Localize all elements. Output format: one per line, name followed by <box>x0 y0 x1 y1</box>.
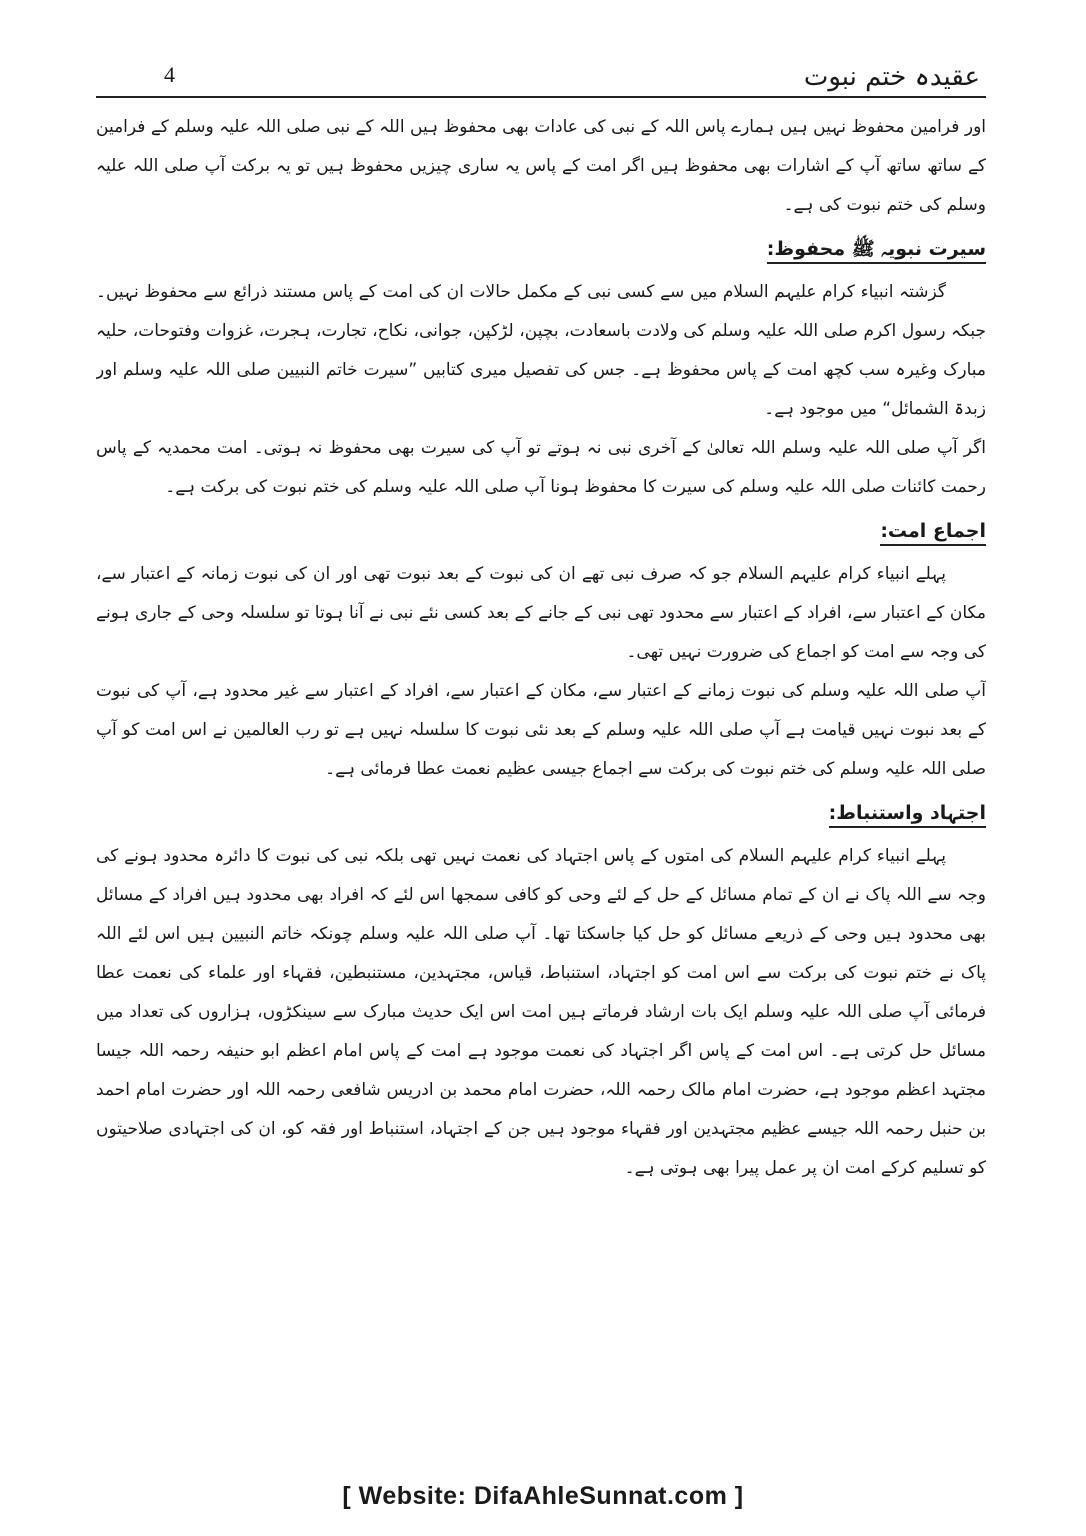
paragraph-ijma-1: پہلے انبیاء کرام علیہم السلام جو کہ صرف نبی تھے ان کی نبوت کے بعد نبوت تھی اور ان کی نبوت زمانہ کے اعتبار سے، مکان کے اعتبار سے، افراد کے اعتبار سے محدود تھی نبی کے جانے کے بعد کسی نئے نبی نے آنا ہوتا تو سلسلہ وحی کے جاری ہونے کی وجہ سے امت کو اجماع کی ضرورت نہیں تھی۔ <box>96 564 986 662</box>
page-body <box>96 108 986 1438</box>
section-heading-ijtihad <box>96 793 986 833</box>
paragraph-ijma-2: آپ صلی اللہ علیہ وسلم کی نبوت زمانے کے اعتبار سے، مکان کے اعتبار سے، افراد کے اعتبار سے غیر محدود ہے، آپ کی نبوت کے بعد نبوت نہیں قیامت ہے آپ صلی اللہ علیہ وسلم کے بعد نئی نبوت کا سلسلہ نہیں ہے تو رب العالمین نے اس امت کو آپ صلی اللہ علیہ وسلم کی ختم نبوت کی برکت سے اجماع جیسی عظیم نعمت عطا فرمائی ہے۔ <box>96 681 986 779</box>
website-footer <box>0 1482 1086 1511</box>
section-heading-ijtihad-text: اجتہاد واستنباط: <box>829 802 986 828</box>
section-heading-seerah-text: سیرت نبویہ ﷺ محفوظ: <box>767 238 986 264</box>
header-divider <box>96 96 986 98</box>
paragraph-ijtihad-1: پہلے انبیاء کرام علیہم السلام کی امتوں کے پاس اجتہاد کی نعمت نہیں تھی بلکہ نبی کی نبوت کا دائرہ محدود ہونے کی وجہ سے اللہ پاک نے ان کے تمام مسائل کے حل کے لئے وحی کو کافی سمجھا اس لئے کہ افراد بھی محدود ہیں افراد کے مسائل بھی محدود ہیں وحی کے ذریعے مسائل کو حل کیا جاسکتا تھا۔ آپ صلی اللہ علیہ وسلم چونکہ خاتم النبیین ہیں اس لئے اللہ پاک نے ختم نبوت کی برکت سے اس امت کو اجتہاد، استنباط، قیاس، مجتہدین، مستنبطین، فقہاء اور علماء کی نعمت عطا فرمائی آپ صلی اللہ علیہ وسلم ایک بات ارشاد فرماتے ہیں امت اس ایک حدیث مبارک سے سینکڑوں، ہزاروں کی تعداد میں مسائل حل کرتی ہے۔ اس امت کے پاس اگر اجتہاد کی نعمت موجود ہے امت کے پاس امام اعظم ابو حنیفہ رحمہ اللہ جیسا مجتہد اعظم موجود ہے، حضرت امام مالک رحمہ اللہ، حضرت امام محمد بن ادریس شافعی رحمہ اللہ اور حضرت امام احمد بن حنبل رحمہ اللہ جیسے عظیم مجتہدین اور فقہاء موجود ہیں جن کے اجتہاد، استنباط اور فقہ کو، ان کی اجتہادی صلاحیتوں کو تسلیم کرکے امت ان پر عمل پیرا بھی ہوتی ہے۔ <box>96 846 986 1178</box>
section-heading-ijma-text: اجماع امت: <box>880 520 986 546</box>
paragraph-seerah-1: گزشتہ انبیاء کرام علیہم السلام میں سے کسی نبی کے مکمل حالات ان کی امت کے پاس مستند ذرائع سے محفوظ نہیں۔ جبکہ رسول اکرم صلی اللہ علیہ وسلم کی ولادت باسعادت، بچپن، لڑکپن، جوانی، نکاح، تجارت، ہجرت، غزوات وفتوحات، حلیہ مبارک وغیرہ سب کچھ امت کے پاس محفوظ ہے۔ جس کی تفصیل میری کتابیں ”سیرت خاتم النبیین صلی اللہ علیہ وسلم اور زبدۃ الشمائل“ میں موجود ہے۔ <box>96 282 986 419</box>
website-footer-text: [ Website: DifaAhleSunnat.com ] <box>342 1482 744 1510</box>
page-header <box>96 60 986 96</box>
paragraph-seerah-2: اگر آپ صلی اللہ علیہ وسلم اللہ تعالیٰ کے آخری نبی نہ ہوتے تو آپ کی سیرت بھی محفوظ نہ ہوتی۔ امت محمدیہ کے پاس رحمت کائنات صلی اللہ علیہ وسلم کی سیرت کا محفوظ ہونا آپ صلی اللہ علیہ وسلم کی ختم نبوت کی برکت ہے۔ <box>96 438 986 497</box>
page-number: 4 <box>164 62 175 87</box>
paragraph-intro: اور فرامین محفوظ نہیں ہیں ہمارے پاس اللہ کے نبی کی عادات بھی محفوظ ہیں اللہ کے نبی صلی اللہ علیہ وسلم کے فرامین کے ساتھ ساتھ آپ کے اشارات بھی محفوظ ہیں اگر امت کے پاس یہ ساری چیزیں محفوظ ہیں تو یہ برکت آپ صلی اللہ علیہ وسلم کی ختم نبوت کی ہے۔ <box>96 117 986 215</box>
section-heading-ijma <box>96 511 986 551</box>
section-heading-seerah <box>96 229 986 269</box>
header-title: عقیدہ ختم نبوت <box>803 62 980 92</box>
